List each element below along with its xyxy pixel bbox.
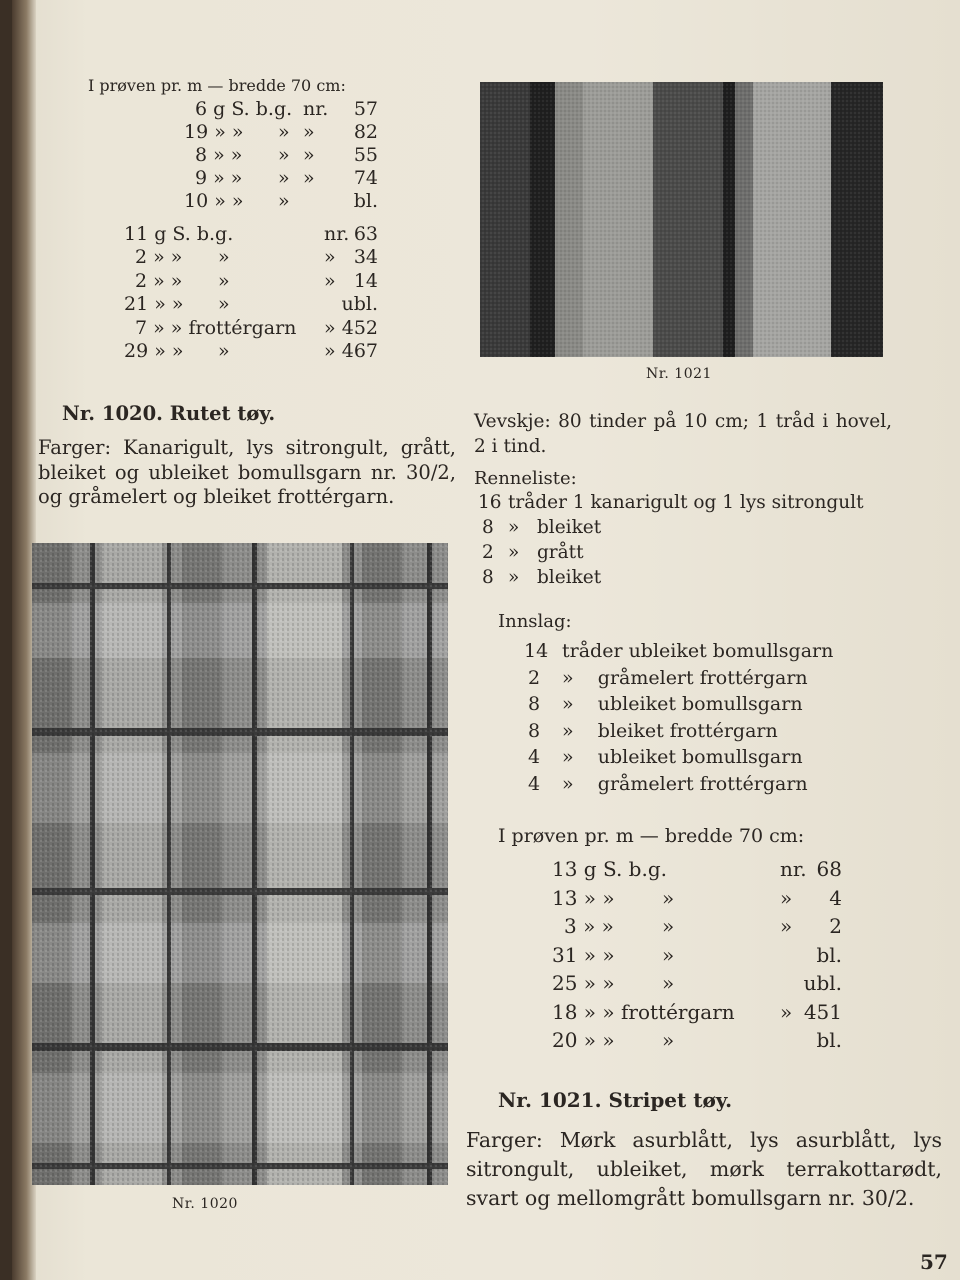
caption-1021: Nr. 1021 [646, 366, 712, 382]
description: » bleiket [508, 517, 602, 538]
count: 16 [478, 492, 502, 513]
heading-1020: Nr. 1020. Rutet tøy. [62, 402, 276, 425]
cell-val: 82 [353, 120, 378, 143]
cell-qty: 2 » » [135, 269, 183, 292]
count: 2 [482, 542, 494, 563]
cell-val: 2 [829, 914, 842, 938]
table-row [88, 121, 388, 144]
cell-val: 452 [341, 316, 378, 339]
cell-qty: 13 g S. b.g. [552, 857, 667, 881]
cell-qty: 8 » » [195, 143, 243, 166]
cell-qty: 29 » » [124, 340, 184, 362]
cell-qty: 18 » » frottérgarn [552, 999, 735, 1024]
cell-qty: 7 » » frottérgarn [135, 316, 297, 339]
cell-val: 14 [353, 269, 378, 292]
description: » grått [508, 542, 584, 563]
count: 4 [528, 746, 541, 768]
count: 8 [528, 719, 541, 742]
cell-ditto: » [662, 1028, 675, 1052]
cell-nr: nr. [780, 857, 807, 881]
description: » ubleiket bomullsgarn [562, 746, 803, 768]
cell-nr: » [324, 316, 336, 339]
cell-qty: 3 » » [564, 914, 614, 938]
list-item [524, 638, 884, 665]
cell-val: 74 [353, 166, 378, 189]
cell-nr: » [324, 340, 336, 362]
page-number: 57 [920, 1250, 948, 1274]
book-page [12, 0, 960, 1280]
list-item [478, 540, 898, 565]
table-row [88, 293, 388, 317]
cell-ditto: » [278, 120, 290, 143]
cell-val: 4 [829, 885, 842, 910]
table-row [88, 190, 388, 213]
cell-ditto: » [278, 166, 290, 189]
table-row [512, 998, 842, 1027]
table-row [88, 98, 388, 121]
list-item [524, 665, 884, 692]
cell-val: 68 [816, 857, 842, 881]
list-item [478, 565, 898, 590]
renneliste-list [478, 490, 898, 590]
description: » bleiket [508, 567, 602, 588]
count: 14 [524, 640, 549, 662]
cell-qty: 6 g S. b.g. [195, 97, 293, 120]
cell-nr: » [780, 914, 793, 938]
cell-val: ubl. [341, 293, 378, 315]
table-row [88, 223, 388, 247]
description: tråder ubleiket bomullsgarn [562, 640, 834, 662]
description: » gråmelert frottérgarn [562, 666, 808, 689]
cell-qty: 25 » » [552, 971, 615, 995]
cell-val: bl. [816, 1028, 842, 1052]
count: 4 [528, 772, 541, 795]
intro-text: I prøven pr. m — bredde 70 cm: [88, 76, 346, 95]
cell-val: ubl. [803, 971, 842, 995]
cell-nr: » [324, 246, 336, 268]
farger-1021: Farger: Mørk asurblått, lys asurblått, lys sitrongult, ubleiket, mørk terrakottarødt, svart og mellomgrått bomullsgarn nr. 30/2. [466, 1128, 942, 1210]
cell-qty: 20 » » [552, 1028, 615, 1052]
table-row [512, 969, 842, 998]
cell-nr: » [324, 269, 336, 292]
cell-ditto: » [218, 269, 230, 292]
table-row [88, 167, 388, 190]
vevskje-text: Vevskje: 80 tinder på 10 cm; 1 tråd i hovel, 2 i tind. [474, 411, 892, 457]
farger-1020: Farger: Kanarigult, lys sitrongult, grått, bleiket og ubleiket bomullsgarn nr. 30/2, og gråmelert og bleiket frottérgarn. [38, 436, 456, 508]
list-item [524, 744, 884, 771]
cell-ditto: » [662, 942, 675, 967]
plaid-fabric-image [32, 543, 448, 1185]
list-item [524, 771, 884, 798]
cell-nr: nr. [303, 97, 329, 120]
caption-1020: Nr. 1020 [172, 1196, 238, 1212]
table-row [88, 317, 388, 341]
cell-ditto: » [278, 189, 290, 212]
description: » ubleiket bomullsgarn [562, 693, 803, 715]
cell-qty: 2 » » [135, 246, 183, 268]
cell-qty: 10 » » [184, 189, 244, 212]
cell-ditto: » [218, 246, 230, 268]
striped-fabric-image [480, 82, 883, 357]
cell-val: bl. [816, 942, 842, 967]
cell-nr: nr. [324, 222, 350, 245]
yarn-table-1020-top [88, 74, 388, 364]
cell-nr: » [780, 885, 793, 910]
innslag-label: Innslag: [498, 611, 572, 632]
description: » gråmelert frottérgarn [562, 772, 808, 795]
table-row [88, 270, 388, 294]
list-item [524, 718, 884, 745]
cell-ditto: » [662, 885, 675, 910]
count: 8 [482, 517, 494, 538]
cell-ditto: » [278, 143, 290, 166]
table-row [88, 340, 388, 364]
table-row [512, 1026, 842, 1055]
renneliste-label: Renneliste: [474, 468, 577, 489]
fabric-photo-1020 [32, 543, 448, 1185]
cell-nr: » [303, 143, 315, 166]
cell-qty: 9 » » [195, 166, 243, 189]
cell-qty: 21 » » [124, 293, 184, 315]
count: 2 [528, 666, 541, 689]
description: » bleiket frottérgarn [562, 719, 778, 742]
cell-nr: » [303, 120, 315, 143]
cell-ditto: » [218, 340, 230, 362]
cell-ditto: » [218, 293, 230, 315]
cell-val: 63 [353, 222, 378, 245]
cell-qty: 13 » » [552, 885, 615, 910]
cell-nr: » [780, 999, 793, 1024]
list-item [524, 691, 884, 718]
cell-ditto: » [662, 914, 675, 938]
cell-qty: 19 » » [184, 120, 244, 143]
cell-val: bl. [353, 189, 378, 212]
cell-qty: 11 g S. b.g. [124, 222, 234, 245]
fabric-photo-1021 [480, 82, 883, 357]
cell-val: 467 [341, 340, 378, 362]
cell-qty: 31 » » [552, 942, 615, 967]
table-row [512, 912, 842, 941]
table-row [512, 855, 842, 884]
cell-ditto: » [662, 971, 675, 995]
cell-nr: » [303, 166, 315, 189]
table-row [512, 941, 842, 970]
table-intro-2: I prøven pr. m — bredde 70 cm: [498, 825, 805, 847]
list-item [478, 490, 898, 515]
count: 8 [482, 567, 494, 588]
cell-val: 55 [353, 143, 378, 166]
table-intro [88, 74, 388, 98]
description: tråder 1 kanarigult og 1 lys sitrongult [508, 492, 864, 513]
cell-val: 57 [353, 97, 378, 120]
innslag-list [524, 638, 884, 797]
list-item [478, 515, 898, 540]
count: 8 [528, 693, 541, 715]
table-row [88, 246, 388, 270]
heading-1021: Nr. 1021. Stripet tøy. [498, 1088, 733, 1112]
table-row [512, 884, 842, 913]
cell-val: 34 [353, 246, 378, 268]
yarn-table-1020-bottom [512, 855, 842, 1055]
table-row [88, 144, 388, 167]
cell-val: 451 [803, 999, 842, 1024]
